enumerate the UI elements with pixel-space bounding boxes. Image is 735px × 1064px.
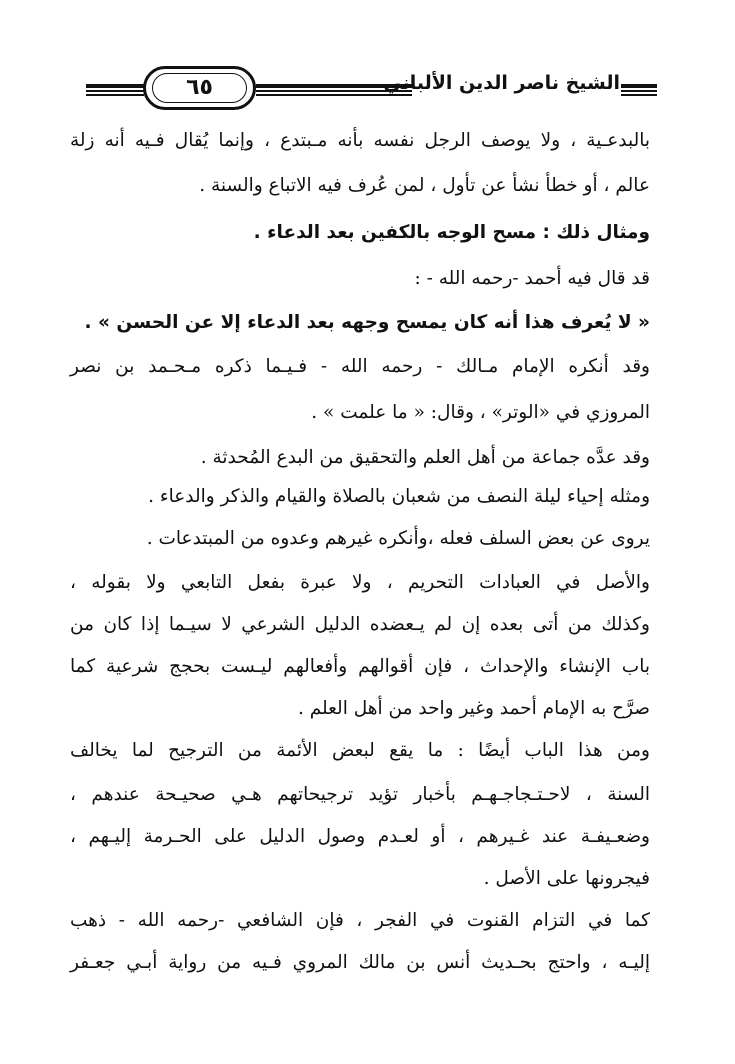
text-line-20: إليـه ، واحتج بحـديث أنس بن مالك المروي فـيه من رواية أبـي جعـفر (70, 952, 650, 973)
text-line-3-example-heading: ومثال ذلك : مسح الوجه بالكفين بعد الدعاء . (253, 222, 650, 243)
text-line-9: ومثله إحياء ليلة النصف من شعبان بالصلاة والقيام والذكر والدعاء . (148, 486, 650, 507)
text-line-4: قد قال فيه أحمد -رحمه الله - : (414, 268, 650, 289)
text-line-18: فيجرونها على الأصل . (483, 868, 650, 889)
text-line-12: وكذلك من أتى بعده إن لم يـعضده الدليل الشرعي لا سيـما إذا كان من (70, 614, 650, 635)
page-number: ٦٥ (152, 73, 247, 103)
text-line-15: ومن هذا الباب أيضًا : ما يقع لبعض الأئمة من الترجيح لما يخالف (70, 740, 650, 761)
page-header (86, 64, 656, 114)
text-line-16: السنة ، لاحـتـجاجـهـم بأخبار تؤيد ترجيحاتهم هـي صحيـحة عندهم ، (70, 784, 650, 805)
text-line-13: باب الإنشاء والإحداث ، فإن أقوالهم وأفعالهم ليـست بحجج شرعية كما (70, 656, 650, 677)
header-rule-right (621, 84, 657, 96)
text-line-19: كما في التزام القنوت في الفجر ، فإن الشافعي -رحمه الله - ذهب (70, 910, 650, 931)
text-line-10: يروى عن بعض السلف فعله ،وأنكره غيرهم وعدوه من المبتدعات . (146, 528, 650, 549)
text-line-5-quote: « لا يُعرف هذا أنه كان يمسح وجهه بعد الدعاء إلا عن الحسن » . (84, 312, 650, 333)
header-rule-left (86, 84, 144, 96)
text-line-7: المروزي في «الوتر» ، وقال: « ما علمت » . (311, 402, 650, 423)
text-line-1: بالبدعـية ، ولا يوصف الرجل نفسه بأنه مـبتدع ، وإنما يُقال فـيه أنه زلة (70, 130, 650, 151)
text-line-6: وقد أنكره الإمام مـالك - رحمه الله - فـيـما ذكره مـحـمد بن نصر (70, 356, 650, 377)
text-line-8: وقد عدَّه جماعة من أهل العلم والتحقيق من البدع المُحدثة . (200, 447, 650, 468)
text-line-2: عالم ، أو خطأ نشأ عن تأول ، لمن عُرف فيه الاتباع والسنة . (199, 175, 650, 196)
running-header-title: الشيخ ناصر الدين الألباني (383, 72, 620, 94)
text-line-14: صرَّح به الإمام أحمد وغير واحد من أهل العلم . (297, 698, 650, 719)
page-number-badge (143, 66, 256, 110)
text-line-17: وضعـيفـة عند غـيرهم ، أو لعـدم وصول الدليل على الحـرمة إليـهم ، (70, 826, 650, 847)
text-line-11: والأصل في العبادات التحريم ، ولا عبرة بفعل التابعي ولا بقوله ، (70, 572, 650, 593)
